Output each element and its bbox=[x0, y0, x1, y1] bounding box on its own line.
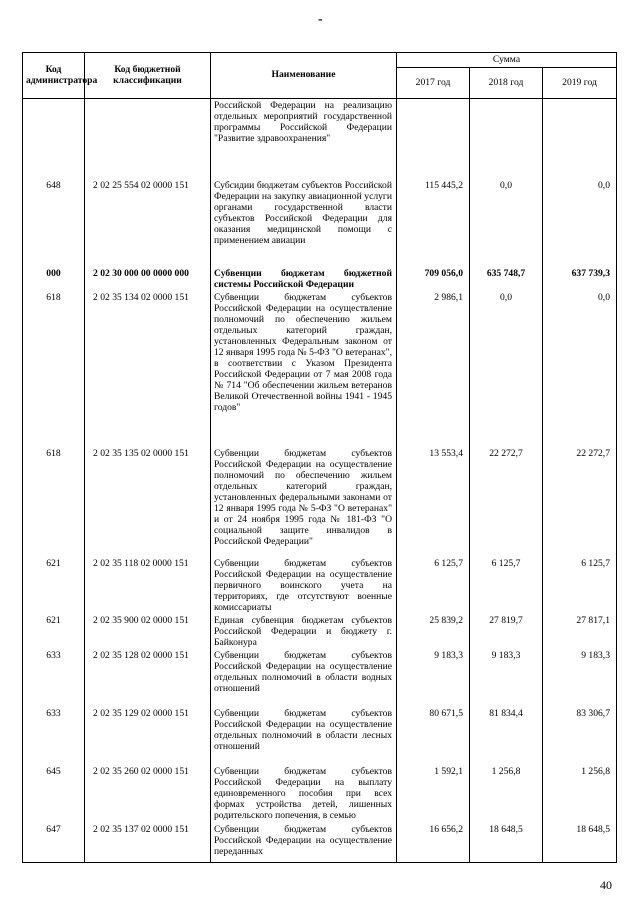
row-name: Единая субвенция бюджетам субъектов Российской Федерации и бюджету г. Байконура bbox=[211, 614, 397, 649]
table-row bbox=[23, 179, 617, 267]
row-budget-code: 2 02 35 134 02 0000 151 bbox=[85, 291, 211, 447]
row-sum-2017: 80 671,5 bbox=[397, 707, 470, 765]
row-budget-code: 2 02 25 554 02 0000 151 bbox=[85, 179, 211, 267]
header-budget-code: Код бюджетной классификации bbox=[85, 53, 211, 99]
row-admin-code: 621 bbox=[23, 614, 85, 649]
row-name: Субвенции бюджетам субъектов Российской Федерации на осуществление полномочий по обеспечению жильем отдельных категорий граждан, установленных федеральными законами от 12 января 1995 года № 5-ФЗ "О ветеранах" и от 24 ноября 1995 года № 181-ФЗ "О социальной защите инвалидов в Российской Федерации" bbox=[211, 447, 397, 557]
row-budget-code bbox=[85, 99, 211, 179]
row-sum-2018: 81 834,4 bbox=[470, 707, 543, 765]
row-sum-2019: 9 183,3 bbox=[543, 649, 617, 707]
row-sum-2019: 18 648,5 bbox=[543, 823, 617, 863]
row-sum-2018: 27 819,7 bbox=[470, 614, 543, 649]
row-sum-2017: 9 183,3 bbox=[397, 649, 470, 707]
row-admin-code: 645 bbox=[23, 765, 85, 823]
row-sum-2019: 27 817,1 bbox=[543, 614, 617, 649]
row-sum-2018: 0,0 bbox=[470, 179, 543, 267]
row-sum-2019: 1 256,8 bbox=[543, 765, 617, 823]
row-sum-2017: 709 056,0 bbox=[397, 267, 470, 291]
row-name: Субвенции бюджетам субъектов Российской Федерации на осуществление переданных bbox=[211, 823, 397, 863]
table-row bbox=[23, 823, 617, 863]
row-admin-code: 633 bbox=[23, 707, 85, 765]
table-row bbox=[23, 447, 617, 557]
row-sum-2017: 2 986,1 bbox=[397, 291, 470, 447]
row-budget-code: 2 02 30 000 00 0000 000 bbox=[85, 267, 211, 291]
row-sum-2018: 6 125,7 bbox=[470, 557, 543, 614]
row-admin-code: 647 bbox=[23, 823, 85, 863]
row-sum-2019: 6 125,7 bbox=[543, 557, 617, 614]
page-number: 40 bbox=[600, 878, 612, 892]
header-sum: Сумма bbox=[397, 53, 617, 68]
row-sum-2017 bbox=[397, 99, 470, 179]
table-row bbox=[23, 99, 617, 179]
row-budget-code: 2 02 35 128 02 0000 151 bbox=[85, 649, 211, 707]
row-admin-code: 633 bbox=[23, 649, 85, 707]
row-name: Российской Федерации на реализацию отдельных мероприятий государственной программы Российской Федерации "Развитие здравоохранения" bbox=[211, 99, 397, 179]
row-sum-2019: 22 272,7 bbox=[543, 447, 617, 557]
row-sum-2018: 0,0 bbox=[470, 291, 543, 447]
table-row bbox=[23, 267, 617, 291]
row-name: Субвенции бюджетам субъектов Российской Федерации на выплату единовременного пособия при всех формах устройства детей, лишенных родительского попечения, в семью bbox=[211, 765, 397, 823]
row-name: Субвенции бюджетам субъектов Российской Федерации на осуществление отдельных полномочий в области лесных отношений bbox=[211, 707, 397, 765]
row-budget-code: 2 02 35 260 02 0000 151 bbox=[85, 765, 211, 823]
row-admin-code bbox=[23, 99, 85, 179]
header-year-2018: 2018 год bbox=[470, 68, 543, 99]
row-sum-2018: 1 256,8 bbox=[470, 765, 543, 823]
row-sum-2018: 18 648,5 bbox=[470, 823, 543, 863]
row-admin-code: 648 bbox=[23, 179, 85, 267]
row-sum-2018: 22 272,7 bbox=[470, 447, 543, 557]
top-mark: - bbox=[318, 12, 323, 27]
row-sum-2019: 637 739,3 bbox=[543, 267, 617, 291]
table-row bbox=[23, 557, 617, 614]
row-sum-2018 bbox=[470, 99, 543, 179]
row-budget-code: 2 02 35 129 02 0000 151 bbox=[85, 707, 211, 765]
header-admin-code: Код администратора bbox=[23, 53, 85, 99]
row-sum-2018: 9 183,3 bbox=[470, 649, 543, 707]
row-name: Субвенции бюджетам субъектов Российской Федерации на осуществление отдельных полномочий в области водных отношений bbox=[211, 649, 397, 707]
row-sum-2019: 0,0 bbox=[543, 179, 617, 267]
row-name: Субвенции бюджетам субъектов Российской Федерации на осуществление полномочий по обеспечению жильем отдельных категорий граждан, установленных Федеральным законом от 12 января 1995 года № 5-ФЗ "О ветеранах", в соответствии с Указом Президента Российской Федерации от 7 мая 2008 года № 714 "Об обеспечении жильем ветеранов Великой Отечественной войны 1941 - 1945 годов" bbox=[211, 291, 397, 447]
row-budget-code: 2 02 35 118 02 0000 151 bbox=[85, 557, 211, 614]
header-name: Наименование bbox=[211, 53, 397, 99]
row-sum-2019: 0,0 bbox=[543, 291, 617, 447]
table-row bbox=[23, 614, 617, 649]
row-sum-2017: 25 839,2 bbox=[397, 614, 470, 649]
row-sum-2017: 1 592,1 bbox=[397, 765, 470, 823]
table-row bbox=[23, 707, 617, 765]
table-row bbox=[23, 649, 617, 707]
row-admin-code: 618 bbox=[23, 447, 85, 557]
budget-table bbox=[22, 52, 617, 863]
header-year-2019: 2019 год bbox=[543, 68, 617, 99]
header-year-2017: 2017 год bbox=[397, 68, 470, 99]
row-sum-2017: 6 125,7 bbox=[397, 557, 470, 614]
row-name: Субсидии бюджетам субъектов Российской Федерации на закупку авиационной услуги органами государственной власти субъектов Российской Федерации для оказания медицинской помощи с применением авиации bbox=[211, 179, 397, 267]
row-admin-code: 618 bbox=[23, 291, 85, 447]
row-name: Субвенции бюджетам субъектов Российской Федерации на осуществление первичного воинского учета на территориях, где отсутствуют военные комиссариаты bbox=[211, 557, 397, 614]
row-admin-code: 000 bbox=[23, 267, 85, 291]
row-budget-code: 2 02 35 135 02 0000 151 bbox=[85, 447, 211, 557]
row-sum-2019 bbox=[543, 99, 617, 179]
row-admin-code: 621 bbox=[23, 557, 85, 614]
row-name: Субвенции бюджетам бюджетной системы Российской Федерации bbox=[211, 267, 397, 291]
row-sum-2017: 115 445,2 bbox=[397, 179, 470, 267]
table-row bbox=[23, 291, 617, 447]
row-sum-2019: 83 306,7 bbox=[543, 707, 617, 765]
table-row bbox=[23, 765, 617, 823]
row-sum-2017: 13 553,4 bbox=[397, 447, 470, 557]
row-sum-2017: 16 656,2 bbox=[397, 823, 470, 863]
row-budget-code: 2 02 35 900 02 0000 151 bbox=[85, 614, 211, 649]
row-sum-2018: 635 748,7 bbox=[470, 267, 543, 291]
row-budget-code: 2 02 35 137 02 0000 151 bbox=[85, 823, 211, 863]
